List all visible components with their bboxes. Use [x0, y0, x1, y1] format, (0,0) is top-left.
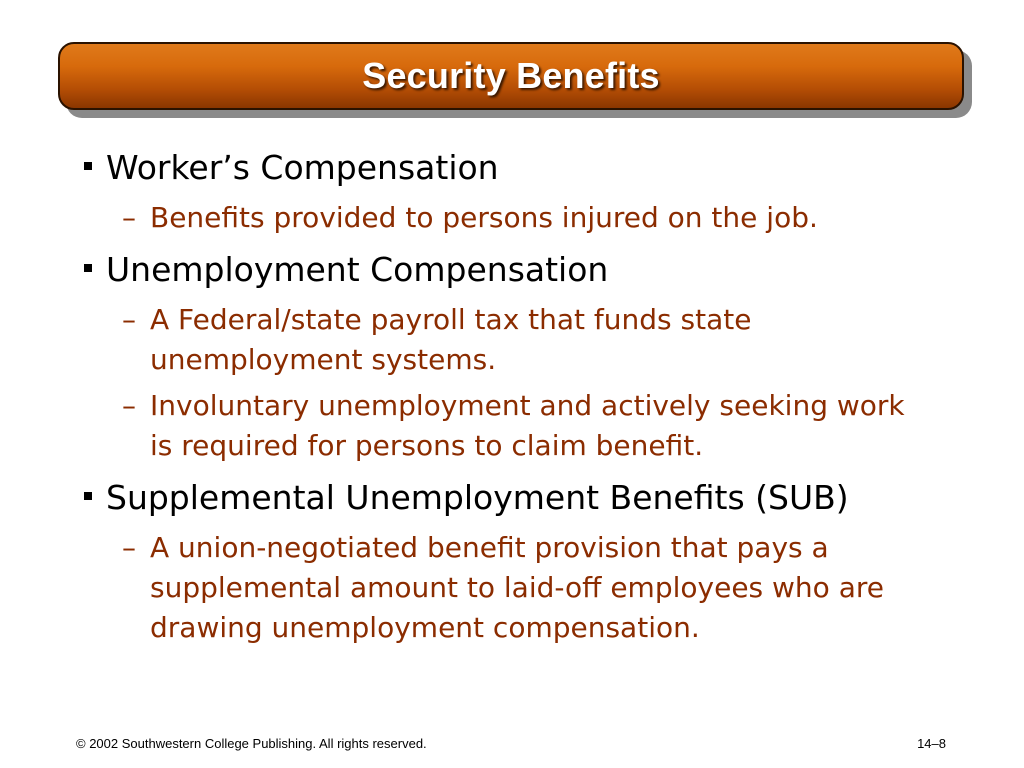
sub-bullet-item [122, 300, 912, 380]
sub-bullet-text: Benefits provided to persons injured on the job. [150, 201, 818, 234]
slide-title: Security Benefits [362, 55, 660, 96]
bullet-text: Worker’s Compensation [106, 148, 499, 187]
sub-bullet-text: A Federal/state payroll tax that funds state unemployment systems. [150, 303, 752, 376]
square-bullet-icon [84, 162, 92, 170]
sub-bullet-text: Involuntary unemployment and actively seeking work is required for persons to claim benefit. [150, 389, 905, 462]
square-bullet-icon [84, 492, 92, 500]
sub-bullet-item [122, 386, 912, 466]
footer-copyright: © 2002 Southwestern College Publishing. All rights reserved. [76, 736, 427, 751]
sub-bullet-item [122, 528, 912, 648]
square-bullet-icon [84, 264, 92, 272]
bullet-text: Unemployment Compensation [106, 250, 609, 289]
title-bar [58, 42, 964, 110]
dash-bullet-icon: – [122, 389, 136, 422]
bullet-item [84, 476, 964, 520]
sub-bullet-item [122, 198, 912, 238]
bullet-item [84, 248, 964, 292]
bullet-group-sub [84, 476, 964, 648]
page-number: 14–8 [917, 736, 946, 751]
bullet-group-unemployment-comp [84, 248, 964, 466]
bullet-group-workers-comp [84, 146, 964, 238]
sub-bullet-text: A union-negotiated benefit provision that pays a supplemental amount to laid-off employees who are drawing unemployment compensation. [150, 531, 884, 644]
dash-bullet-icon: – [122, 201, 136, 234]
dash-bullet-icon: – [122, 531, 136, 564]
bullet-list [84, 146, 964, 658]
bullet-item [84, 146, 964, 190]
bullet-text: Supplemental Unemployment Benefits (SUB) [106, 478, 849, 517]
dash-bullet-icon: – [122, 303, 136, 336]
